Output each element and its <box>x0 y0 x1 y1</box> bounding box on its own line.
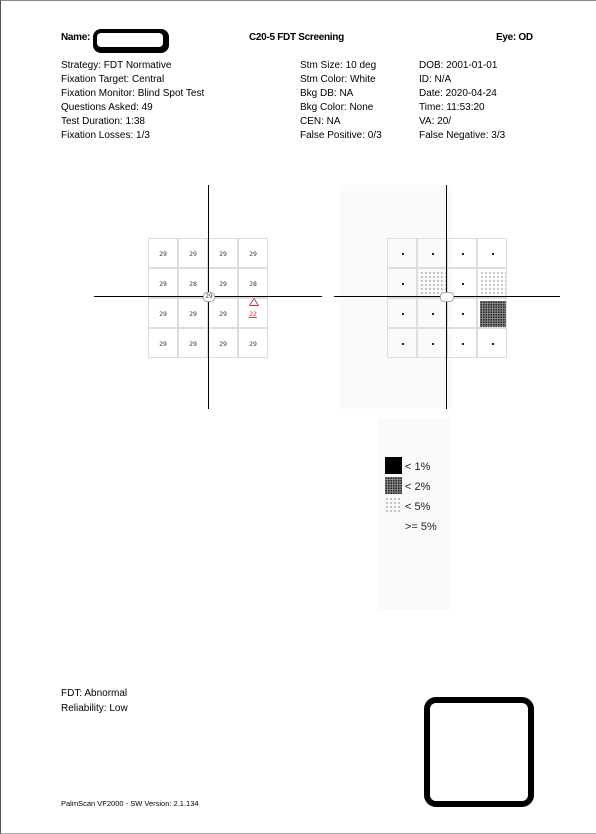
probability-dot <box>432 253 434 255</box>
probability-dot <box>432 343 434 345</box>
probability-fill-gray <box>480 301 506 327</box>
name-redaction-inner <box>97 33 163 47</box>
info-left-column <box>61 60 204 144</box>
probability-dot <box>432 313 434 315</box>
info-va: VA: 20/ <box>419 116 452 127</box>
probability-fill-dotted <box>480 271 506 297</box>
probability-center-marker <box>440 292 454 302</box>
info-questions-asked: Questions Asked: 49 <box>61 102 153 113</box>
threshold-cell: 28 <box>238 268 268 298</box>
info-date: Date: 2020-04-24 <box>419 88 497 99</box>
legend-label-2: < 2% <box>405 481 431 493</box>
probability-cell <box>417 238 447 268</box>
eye-label: Eye: OD <box>496 32 533 43</box>
signature-stamp-box <box>424 697 534 807</box>
threshold-cell: 22 <box>238 298 268 328</box>
threshold-cell: 29 <box>178 238 208 268</box>
probability-cell <box>387 238 417 268</box>
reliability-result: Reliability: Low <box>61 703 128 714</box>
probability-cell <box>387 298 417 328</box>
threshold-cell: 29 <box>208 328 238 358</box>
probability-cell <box>387 328 417 358</box>
probability-cell <box>477 268 507 298</box>
legend-label-1: < 1% <box>405 461 431 473</box>
info-time: Time: 11:53:20 <box>419 102 485 113</box>
threshold-cell: 29 <box>208 298 238 328</box>
legend-label-3: < 5% <box>405 501 431 513</box>
threshold-center-value: 29 <box>203 292 215 302</box>
report-title: C20-5 FDT Screening <box>249 32 344 43</box>
name-label: Name: <box>61 32 91 43</box>
info-fixation-losses: Fixation Losses: 1/3 <box>61 130 150 141</box>
info-right-column <box>419 60 505 144</box>
probability-dot <box>402 283 404 285</box>
legend-label-4: >= 5% <box>405 521 437 533</box>
flag-triangle-icon <box>249 298 259 306</box>
info-strategy: Strategy: FDT Normative <box>61 60 172 71</box>
info-mid-column <box>300 60 382 144</box>
threshold-cell: 28 <box>178 268 208 298</box>
probability-cell <box>477 238 507 268</box>
legend-swatch-black <box>385 457 402 474</box>
probability-dot <box>402 343 404 345</box>
probability-dot <box>492 343 494 345</box>
info-stm-color: Stm Color: White <box>300 74 376 85</box>
threshold-cell: 29 <box>148 268 178 298</box>
probability-dot <box>462 283 464 285</box>
probability-dot <box>402 253 404 255</box>
probability-cell <box>447 238 477 268</box>
probability-cell <box>417 328 447 358</box>
probability-dot <box>462 253 464 255</box>
info-id: ID: N/A <box>419 74 452 85</box>
threshold-cell: 29 <box>238 238 268 268</box>
info-bkg-db: Bkg DB: NA <box>300 88 354 99</box>
probability-dot <box>492 253 494 255</box>
threshold-cell: 29 <box>148 298 178 328</box>
threshold-cell: 29 <box>178 298 208 328</box>
probability-dot <box>402 313 404 315</box>
threshold-cell: 29 <box>148 238 178 268</box>
info-bkg-color: Bkg Color: None <box>300 102 374 113</box>
info-fixation-monitor: Fixation Monitor: Blind Spot Test <box>61 88 205 99</box>
info-false-negative: False Negative: 3/3 <box>419 130 506 141</box>
threshold-cell: 29 <box>208 268 238 298</box>
legend-background <box>378 418 450 610</box>
threshold-cell: 29 <box>148 328 178 358</box>
probability-dot <box>462 313 464 315</box>
info-dob: DOB: 2001-01-01 <box>419 60 498 71</box>
probability-cell <box>477 328 507 358</box>
probability-cell <box>417 298 447 328</box>
threshold-cell: 29 <box>208 238 238 268</box>
probability-cell <box>477 298 507 328</box>
probability-cell <box>447 298 477 328</box>
info-fixation-target: Fixation Target: Central <box>61 74 165 85</box>
probability-dot <box>462 343 464 345</box>
threshold-cell: 29 <box>238 328 268 358</box>
legend-swatch-dotted <box>385 497 402 514</box>
info-test-duration: Test Duration: 1:38 <box>61 116 145 127</box>
threshold-cell: 29 <box>178 328 208 358</box>
fdt-result: FDT: Abnormal <box>61 688 128 699</box>
legend-swatch-gray <box>385 477 402 494</box>
footer-version: PalmScan VF2000 - SW Version: 2.1.134 <box>61 799 199 808</box>
probability-cell <box>447 328 477 358</box>
probability-cell <box>387 268 417 298</box>
info-cen: CEN: NA <box>300 116 341 127</box>
info-false-positive: False Positive: 0/3 <box>300 130 382 141</box>
info-stm-size: Stm Size: 10 deg <box>300 60 377 71</box>
